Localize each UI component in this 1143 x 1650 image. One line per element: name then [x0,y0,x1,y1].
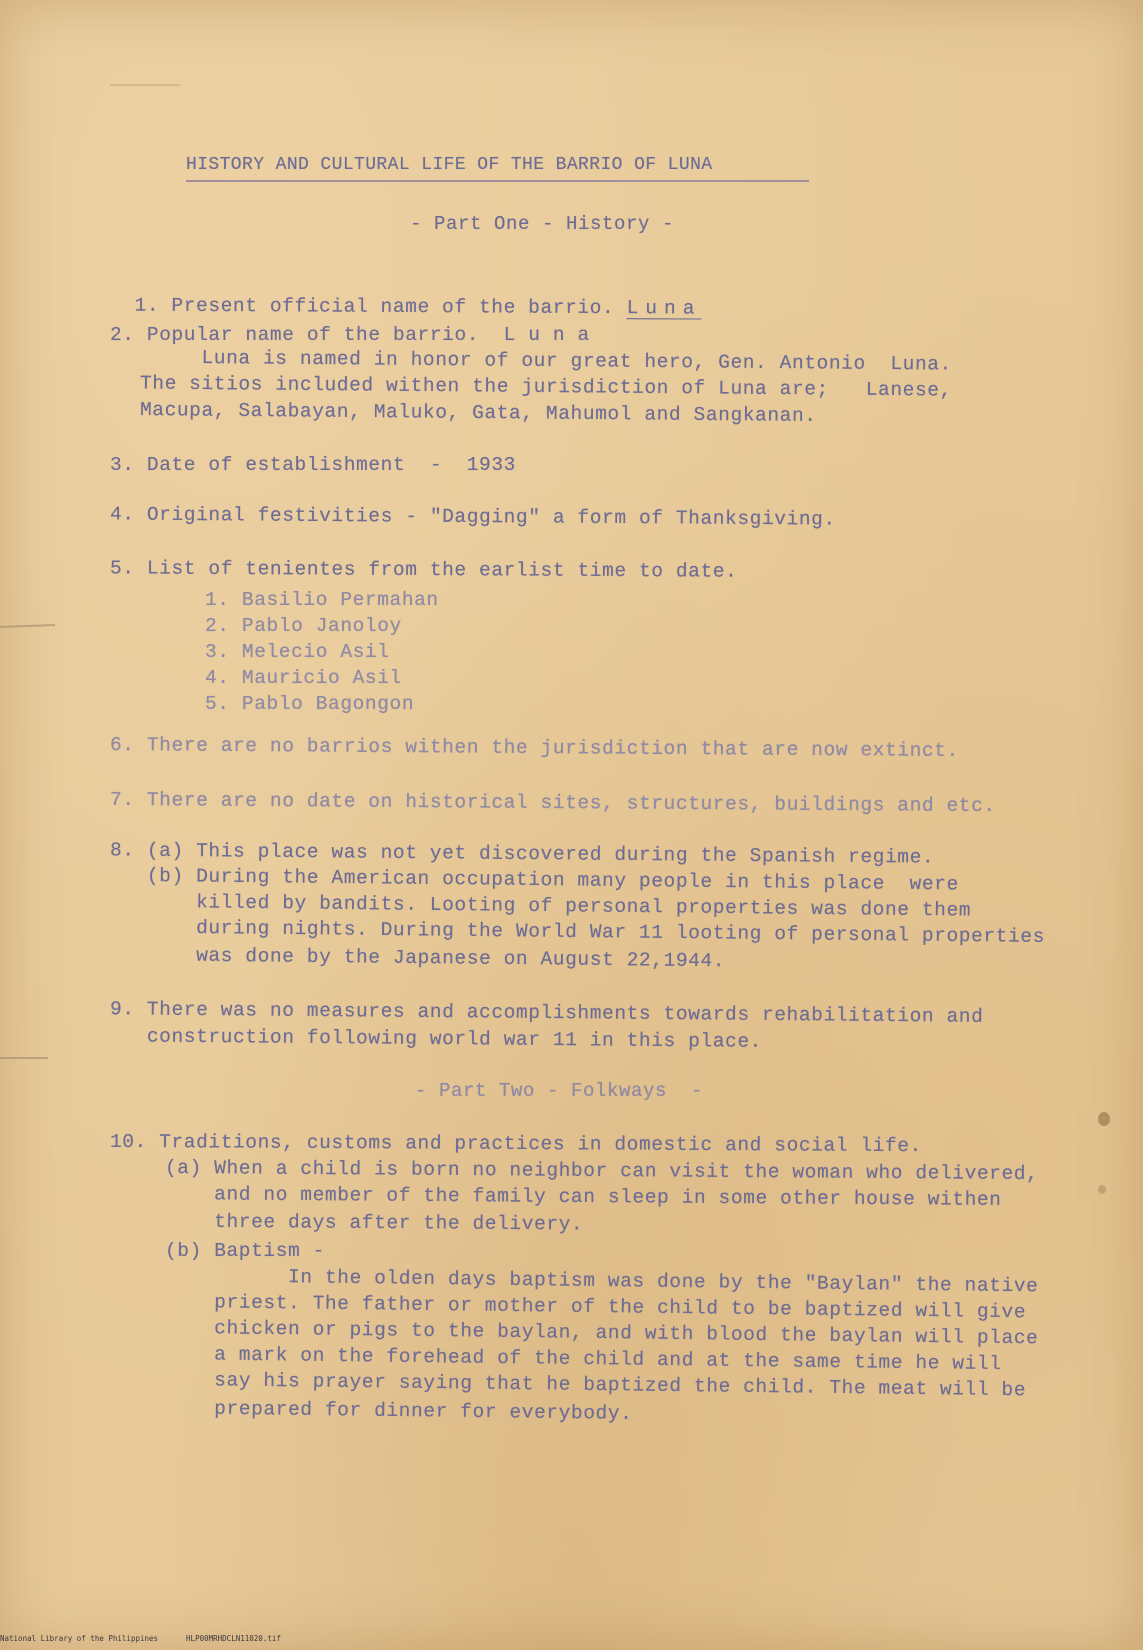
title-underline [186,180,809,182]
margin-mark [0,624,55,628]
item-8-line: during nights. During the World War 11 looting of personal properties [109,916,1046,948]
item-9-line: 9. There was no measures and accomplishments towards rehabilitation and [109,998,984,1028]
stain-spot [1098,1112,1110,1126]
item-6: 6. There are no barrios withen the jurisdiction that are now extinct. [109,734,959,762]
item-10-heading: 10. Traditions, customs and practices in domestic and social life. [109,1130,922,1158]
item-10b-line: priest. The father or mother of the child to be baptized will give [164,1290,1027,1324]
document-title: HISTORY AND CULTURAL LIFE OF THE BARRIO OF LUNA [186,155,713,175]
item-5-heading: 5. List of tenientes from the earlist time to date. [109,557,738,583]
item-8-line: (b) During the American occupation many people in this place were [109,864,959,896]
item-2-heading: 2. Popular name of the barrio. L u n a [110,324,590,346]
stain-spot [1098,1185,1106,1194]
item-10b-heading: (b) Baptism - [165,1240,325,1262]
margin-mark [110,84,180,86]
item-10b-line: In the olden days baptism was done by the "Baylan" the native [164,1264,1039,1298]
item-2-line: The sitios included withen the jurisdiction of Luna are; Lanese, [139,372,953,402]
margin-mark [0,1057,48,1059]
footer-file-id: HLP00MRHDCLN11020.tif [186,1634,281,1643]
item-10a-line: and no member of the family can sleep in some other house withen [164,1183,1002,1211]
item-9-line: construction following world war 11 in this place. [109,1025,763,1053]
item-8-line: was done by the Japanese on August 22,1944. [109,943,726,973]
footer-institution: National Library of the Philippines [0,1634,159,1643]
item-8-line: killed by bandits. Looting of personal properties was done them [109,890,972,922]
item-10b-line: a mark on the forehead of the child and at the same time he will [164,1342,1002,1376]
item-2-line: Macupa, Salabayan, Maluko, Gata, Mahumol and Sangkanan. [139,399,817,427]
item-10b-line: chicken or pigs to the baylan, and with blood the baylan will place [164,1316,1039,1350]
item-8-line: 8. (a) This place was not yet discovered during the Spanish regime. [109,839,935,869]
item-2-line: Luna is named in honor of our great hero, Gen. Antonio Luna. [139,346,953,376]
item-1 [110,266,702,321]
item-1-value: Luna [626,297,702,320]
item-10a-line: three days after the delivery. [164,1210,584,1236]
item-10b-line: say his prayer saying that he baptized the child. The meat will be [164,1368,1027,1402]
teniente-list-item: 1. Basilio Permahan [205,589,439,611]
item-7: 7. There are no date on historical sites, structures, buildings and etc. [109,788,996,818]
item-10b-line: prepared for dinner for everybody. [164,1397,633,1425]
teniente-list-item: 2. Pablo Janoloy [205,615,402,637]
item-4: 4. Original festivities - "Dagging" a form of Thanksgiving. [109,503,836,531]
part-one-heading: - Part One - History - [410,213,675,235]
teniente-list-item: 5. Pablo Bagongon [205,693,415,715]
item-1-label: 1. Present official name of the barrio. [134,294,627,320]
scan-footer [0,1634,1143,1644]
item-3: 3. Date of establishment - 1933 [110,454,516,476]
teniente-list-item: 3. Melecio Asil [205,641,390,663]
teniente-list-item: 4. Mauricio Asil [205,667,402,689]
item-10a-line: (a) When a child is born no neighbor can visit the woman who delivered, [164,1156,1039,1186]
part-two-heading: - Part Two - Folkways - [415,1080,704,1102]
